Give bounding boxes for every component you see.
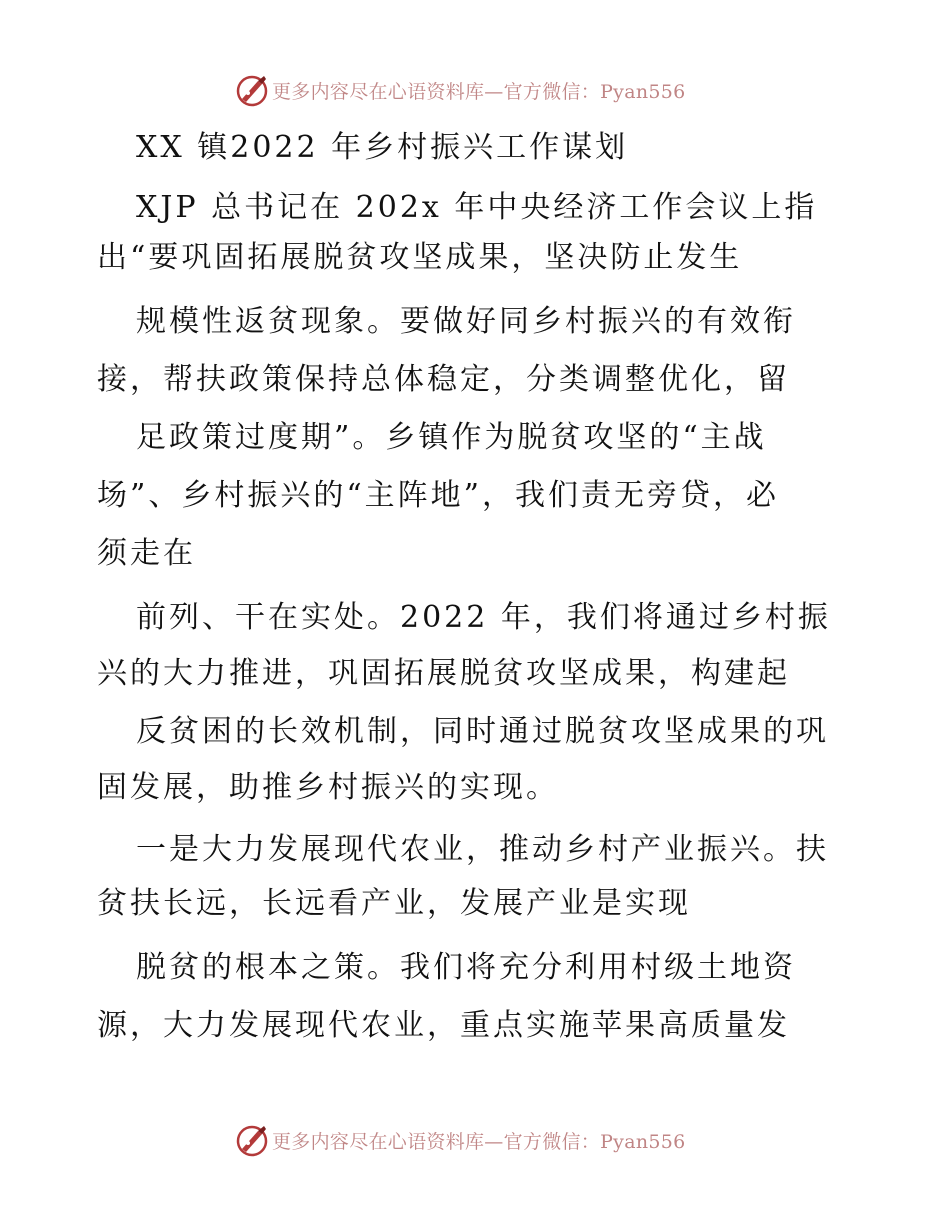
text-line: 前列、干在实处。2022 年，我们将通过乡村振: [136, 600, 831, 635]
text-line: 贫扶长远，长远看产业，发展产业是实现: [97, 886, 691, 921]
footer-watermark: [0, 1120, 950, 1160]
pen-logo-icon: [234, 1122, 270, 1158]
text-line: 规模性返贫现象。要做好同乡村振兴的有效衔: [136, 304, 796, 339]
text-line: 固发展，助推乡村振兴的实现。: [97, 770, 559, 805]
document-title: XX 镇2022 年乡村振兴工作谋划: [136, 130, 629, 165]
text-line: 脱贫的根本之策。我们将充分利用村级土地资: [136, 950, 796, 985]
text-line: 接，帮扶政策保持总体稳定，分类调整优化，留: [97, 362, 790, 397]
text-line: 反贫困的长效机制，同时通过脱贫攻坚成果的巩: [136, 714, 829, 749]
text-line: 出“要巩固拓展脱贫攻坚成果，坚决防止发生: [97, 240, 743, 275]
text-line: 场”、乡村振兴的“主阵地”，我们责无旁贷，必: [97, 478, 780, 513]
text-line: 一是大力发展现代农业，推动乡村产业振兴。扶: [136, 832, 829, 867]
header-watermark: [0, 70, 950, 110]
pen-logo-icon: [234, 72, 270, 108]
text-line: 源，大力发展现代农业，重点实施苹果高质量发: [97, 1008, 790, 1043]
text-line: 兴的大力推进，巩固拓展脱贫攻坚成果，构建起: [97, 656, 790, 691]
watermark-text: 更多内容尽在心语资料库—官方微信：Pyan556: [272, 80, 686, 103]
text-line: 须走在: [97, 536, 196, 571]
text-line: XJP 总书记在 202x 年中央经济工作会议上指: [136, 190, 818, 225]
text-line: 足政策过度期”。乡镇作为脱贫攻坚的“主战: [136, 420, 767, 455]
watermark-text: 更多内容尽在心语资料库—官方微信：Pyan556: [272, 1130, 686, 1153]
